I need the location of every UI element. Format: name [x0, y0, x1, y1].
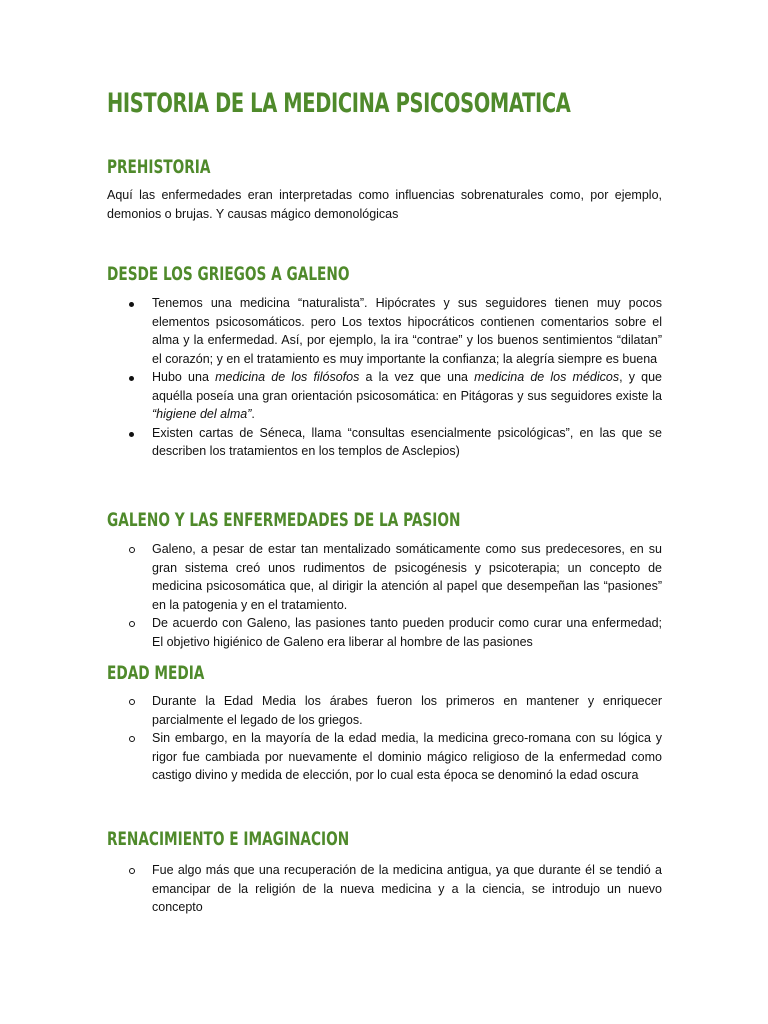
list-item: Galeno, a pesar de estar tan mentalizado somáticamente como sus predecesores, en su gran sistema creó unos rudimentos de psicogénesis y psicoterapia; un concepto de medicina psicosomática que, al dirigir la atención al papel que desempeñan las “pasiones” en la patogenia y en el tratamiento. [107, 540, 662, 614]
circle-bullet-icon [129, 861, 141, 880]
document-title: HISTORIA DE LA MEDICINA PSICOSOMATICA [107, 88, 571, 119]
bullet-icon [129, 424, 141, 443]
section-heading-renacimiento: RENACIMIENTO E IMAGINACION [107, 828, 350, 850]
circle-list-renacimiento [107, 861, 662, 917]
list-item: De acuerdo con Galeno, las pasiones tanto pueden producir como curar una enfermedad; El objetivo higiénico de Galeno era liberar al hombre de las pasiones [107, 614, 662, 651]
circle-list-edad-media [107, 692, 662, 785]
circle-bullet-icon [129, 729, 141, 748]
section-heading-edad-media: EDAD MEDIA [107, 662, 205, 684]
circle-bullet-icon [129, 540, 141, 559]
bullet-icon [129, 368, 141, 387]
circle-bullet-icon [129, 614, 141, 633]
section-heading-prehistoria: PREHISTORIA [107, 156, 211, 178]
circle-list-galeno [107, 540, 662, 651]
list-item: Tenemos una medicina “naturalista”. Hipócrates y sus seguidores tienen muy pocos elementos psicosomáticos. pero Los textos hipocráticos contienen comentarios sobre el alma y la enfermedad. Así, por ejemplo, la ira “contrae” y los buenos sentimientos “dilatan” el corazón; y en el tratamiento es muy importante la confianza; la alegría siempre es buena [107, 294, 662, 368]
bullet-list-griegos [107, 294, 662, 461]
list-item: Durante la Edad Media los árabes fueron los primeros en mantener y enriquecer parcialmente el legado de los griegos. [107, 692, 662, 729]
list-item: Fue algo más que una recuperación de la medicina antigua, ya que durante él se tendió a emancipar de la religión de la nueva medicina y a la ciencia, se introdujo un nuevo concepto [107, 861, 662, 917]
list-item: Existen cartas de Séneca, llama “consultas esencialmente psicológicas”, en las que se describen los tratamientos en los templos de Asclepios) [107, 424, 662, 461]
list-item: Hubo una medicina de los filósofos a la vez que una medicina de los médicos, y que aquélla poseía una gran orientación psicosomática: en Pitágoras y sus seguidores existe la “higiene del alma”. [107, 368, 662, 424]
section-heading-griegos: DESDE LOS GRIEGOS A GALENO [107, 263, 350, 285]
list-item: Sin embargo, en la mayoría de la edad media, la medicina greco-romana con su lógica y rigor fue cambiada por nuevamente el dominio mágico religioso de la enfermedad como castigo divino y medida de elección, por lo cual esta época se denominó la edad oscura [107, 729, 662, 785]
bullet-icon [129, 294, 141, 313]
section-paragraph-prehistoria: Aquí las enfermedades eran interpretadas como influencias sobrenaturales como, por ejemplo, demonios o brujas. Y causas mágico demonológicas [107, 188, 662, 221]
circle-bullet-icon [129, 692, 141, 711]
section-heading-galeno: GALENO Y LAS ENFERMEDADES DE LA PASION [107, 509, 461, 531]
